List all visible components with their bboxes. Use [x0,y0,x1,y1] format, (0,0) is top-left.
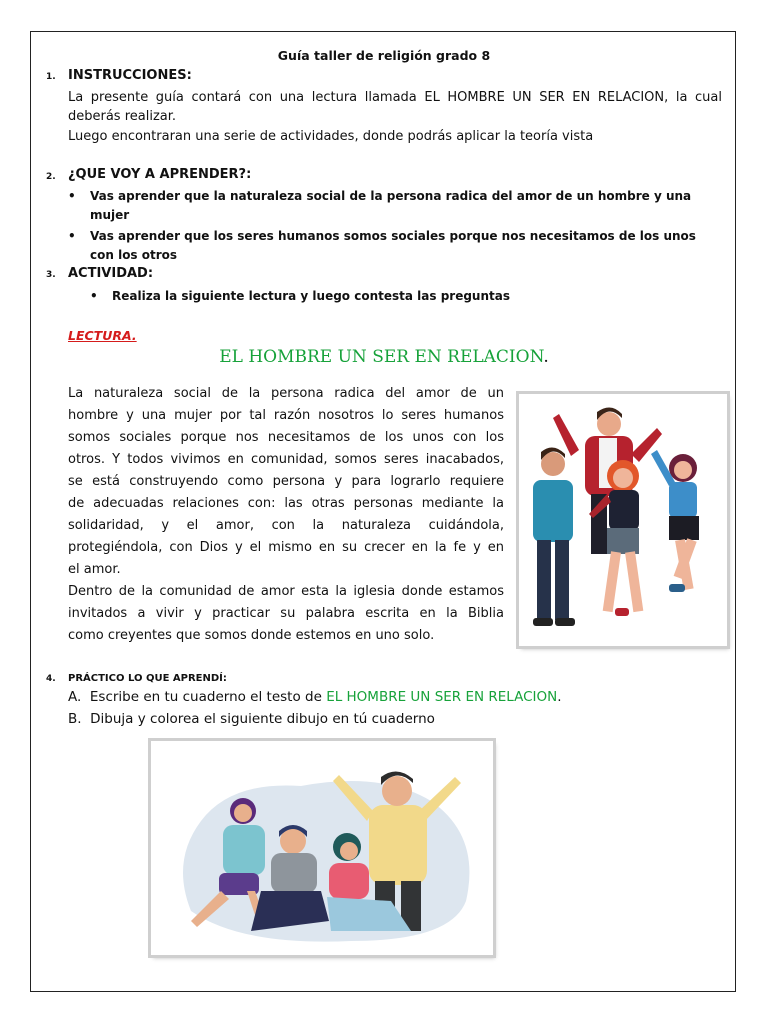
section-2-bullet-2 [68,227,722,267]
section-4-number: 4. [46,674,56,684]
reading-paragraph-1 [68,383,504,581]
reading-paragraph-2 [68,581,504,647]
paragraph-line: protegiéndola, con Dios y el mismo en su crecer en la fe y en [68,540,504,555]
paragraph-line: como creyentes que somos donde estemos en uno solo. [68,628,435,643]
item-text: Dibuja y colorea el siguiente dibujo en tú cuaderno [90,711,435,727]
section-1-line-3: Luego encontraran una serie de actividades, donde podrás aplicar la teoría vista [68,129,594,144]
activity-item-b [68,711,435,727]
group-friends-illustration [519,394,727,646]
friends-drawing-image [151,741,493,955]
paragraph-line: somos sociales porque nos necesitamos de los unos con los [68,430,504,445]
document-title: Guía taller de religión grado 8 [277,48,491,63]
paragraph-line: el amor. [68,562,121,577]
activity-item-a [68,689,562,705]
item-tail: . [557,689,562,705]
bullet-dot-icon: • [68,229,76,243]
paragraph-line: se está construyendo como persona y para lograrlo requiere [68,474,504,489]
paragraph-line: hombre y una mujer por tal razón nosotros lo seres humanos [68,408,504,423]
section-1-heading: INSTRUCCIONES: [68,68,192,83]
section-1-line-1: La presente guía contará con una lectura llamada EL HOMBRE UN SER EN RELACION, la cual [68,90,722,105]
section-1-line-2: deberás realizar. [68,109,177,124]
paragraph-line: solidaridad, y el amor, con la naturaleza cuidándola, [68,518,504,533]
section-4-heading: PRÁCTICO LO QUE APRENDÍ: [68,673,227,684]
section-2-heading: ¿QUE VOY A APRENDER?: [68,167,252,182]
reading-title [0,347,768,367]
bullet-text: Vas aprender que la naturaleza social de la persona radica del amor de un hombre y una mujer [90,189,692,222]
item-letter: A. [68,689,82,705]
section-3-heading: ACTIVIDAD: [68,266,154,281]
item-text: Escribe en tu cuaderno el testo de [89,689,327,705]
paragraph-line: otros. Y todos vivimos en comunidad, somos seres inacabados, [68,452,504,467]
reading-title-text: EL HOMBRE UN SER EN RELACION [219,347,544,367]
bullet-dot-icon: • [68,189,76,203]
group-friends-image [519,394,727,646]
bullet-dot-icon: • [90,289,98,303]
item-highlight: EL HOMBRE UN SER EN RELACION [326,689,558,705]
bullet-text: Vas aprender que los seres humanos somos sociales porque nos necesitamos de los unos con los otros [90,229,696,262]
section-1-number: 1. [46,72,56,82]
paragraph-line: La naturaleza social de la persona radica del amor de un [68,386,504,401]
friends-drawing-illustration [151,741,493,955]
item-letter: B. [68,711,82,727]
lectura-label: LECTURA. [68,328,137,343]
paragraph-line: Dentro de la comunidad de amor esta la iglesia donde estamos [68,584,504,599]
section-2-bullet-1 [68,187,722,227]
section-3-number: 3. [46,270,56,280]
section-2-number: 2. [46,172,56,182]
bullet-text: Realiza la siguiente lectura y luego contesta las preguntas [112,289,510,303]
reading-title-dot: . [543,347,549,367]
paragraph-line: invitados a vivir y practicar su palabra escrita en la Biblia [68,606,504,621]
paragraph-line: de adecuadas relaciones con: las otras personas mediante la [68,496,504,511]
